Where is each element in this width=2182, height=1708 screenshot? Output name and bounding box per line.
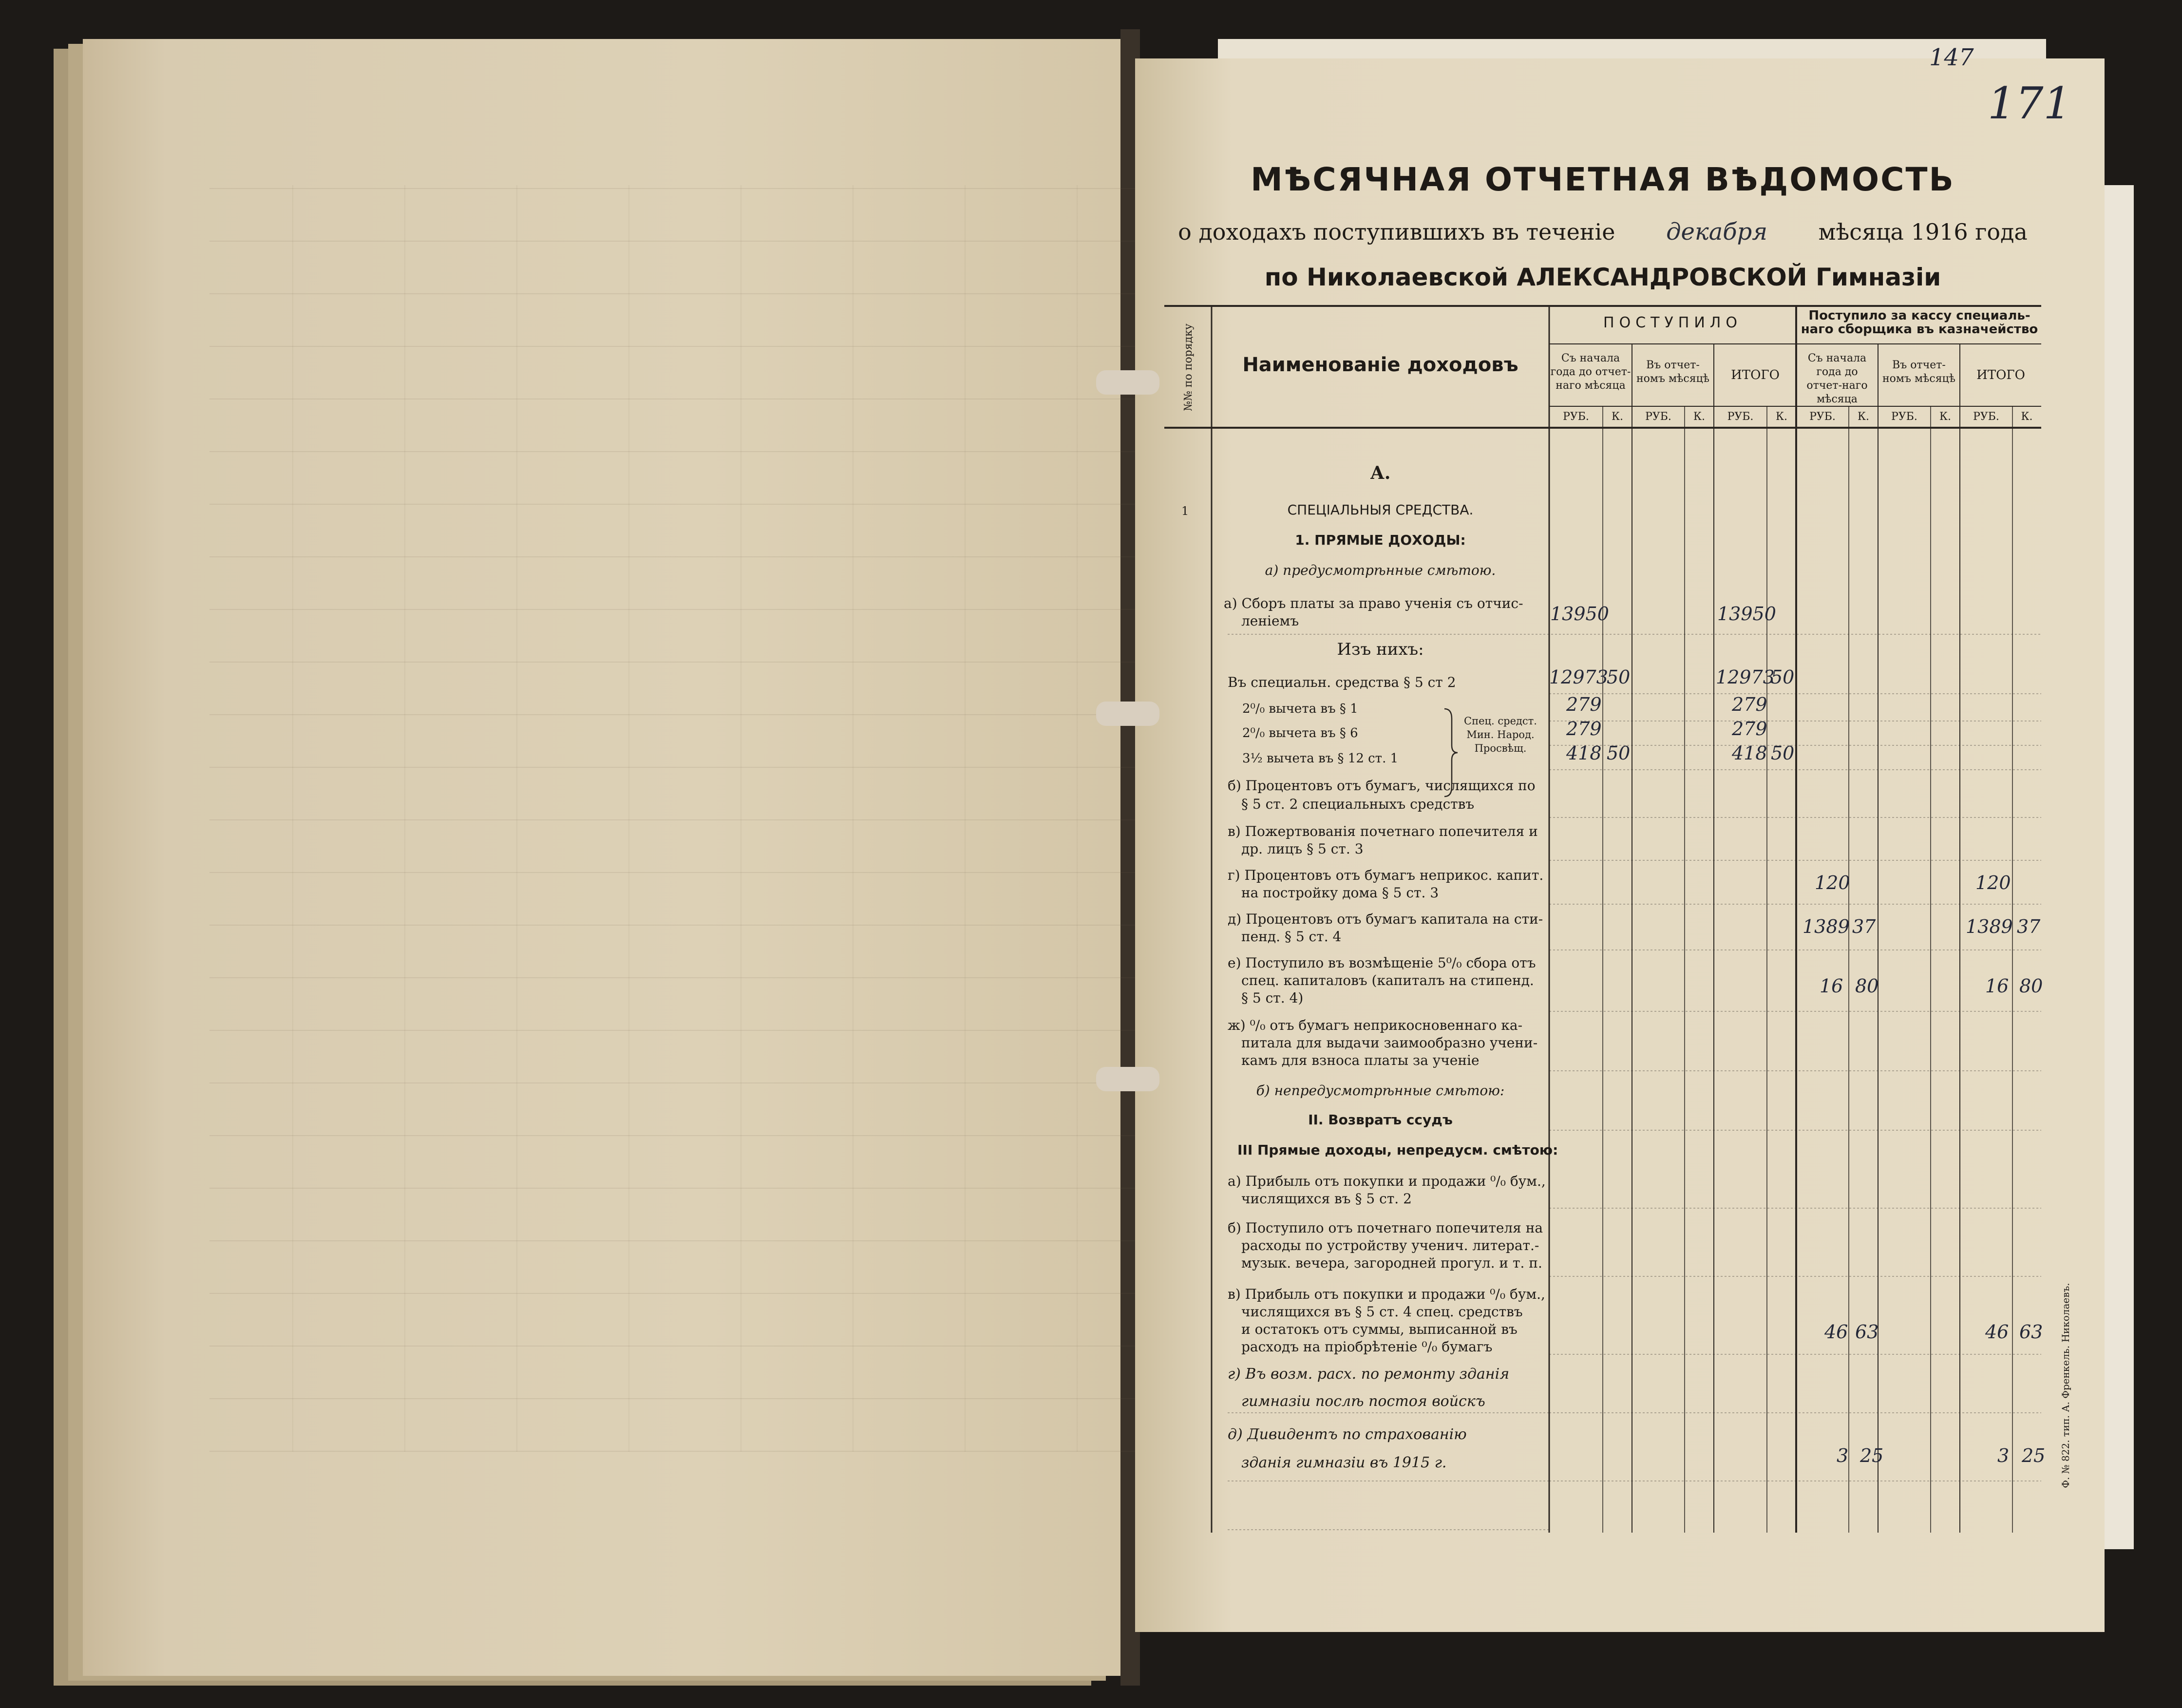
folio-number: 171 [1988, 78, 2071, 129]
row-d-treasury-total-rub: 1389 [1966, 916, 2013, 937]
column-name-header: Наименованіе доходовъ [1242, 354, 1518, 376]
rub-label: РУБ. [1727, 411, 1754, 423]
rub-label: РУБ. [1891, 411, 1917, 423]
row-zh-label: ж) ⁰/₀ отъ бумагъ неприкосновеннаго ка- [1228, 1017, 1523, 1033]
rub-label: РУБ. [1645, 411, 1671, 423]
fee-label: леніемъ [1241, 613, 1299, 629]
row-v3-label: в) Прибыль отъ покупки и продажи ⁰/₀ бум., [1228, 1286, 1545, 1302]
fee-total-rub: 13950 [1717, 603, 1776, 625]
row-d3-handwritten: зданія гимназіи въ 1915 г. [1241, 1454, 1447, 1471]
special-from-start-kop: 50 [1607, 666, 1631, 688]
row-d3-treasury-from-start-rub: 3 [1837, 1445, 1849, 1466]
kop-label: К. [1857, 411, 1870, 423]
kop-label: К. [1775, 411, 1788, 423]
row-v-label: др. лицъ § 5 ст. 3 [1241, 841, 1364, 857]
row-b3-label: б) Поступило отъ почетнаго попечителя на [1228, 1220, 1543, 1236]
column-from-start-header: Съ начала года до отчет-наго мѣсяца [1550, 352, 1631, 392]
fee-from-start-rub: 13950 [1550, 603, 1609, 625]
direct-income-heading: 1. ПРЯМЫЕ ДОХОДЫ: [1295, 532, 1466, 548]
page-title: МѢСЯЧНАЯ ОТЧЕТНАЯ ВѢДОМОСТЬ [1251, 161, 1955, 198]
row-v3-label: числящихся въ § 5 ст. 4 спец. средствъ [1241, 1304, 1523, 1320]
deduction-12-from-start-rub: 418 [1566, 742, 1602, 764]
row-g-label: на постройку дома § 5 ст. 3 [1241, 885, 1439, 901]
subtitle-prefix: о доходахъ поступившихъ въ теченіе [1178, 219, 1615, 245]
row-g-treasury-from-start: 120 [1815, 872, 1850, 893]
row-e-label: § 5 ст. 4) [1241, 990, 1304, 1006]
kop-label: К. [2021, 411, 2033, 423]
of-them-heading: Изъ нихъ: [1337, 640, 1424, 659]
row-d-label: пенд. § 5 ст. 4 [1241, 929, 1342, 945]
fee-label: а) Сборъ платы за право ученія съ отчис- [1224, 595, 1523, 611]
rub-label: РУБ. [1809, 411, 1836, 423]
unbudgeted-heading: б) непредусмотрѣнные смѣтою: [1256, 1082, 1505, 1099]
rub-label: РУБ. [1563, 411, 1589, 423]
row-v3-label: расходъ на пріобрѣтеніе ⁰/₀ бумагъ [1241, 1339, 1493, 1355]
deduction-1-total: 279 [1732, 694, 1767, 715]
deduction-12-from-start-kop: 50 [1607, 742, 1631, 764]
row-e-treasury-total-rub: 16 [1985, 975, 2009, 997]
direct-unbudgeted-heading: III Прямые доходы, непредусм. смѣтою: [1237, 1142, 1558, 1158]
special-total-kop: 50 [1771, 666, 1795, 688]
row-a3-label: числящихся въ § 5 ст. 2 [1241, 1191, 1412, 1207]
column-total-header: ИТОГО [1731, 368, 1780, 382]
kop-label: К. [1693, 411, 1706, 423]
row-b3-label: музык. вечера, загородней прогул. и т. п. [1241, 1255, 1542, 1271]
row-g3-handwritten: гимназіи послѣ постоя войскъ [1241, 1393, 1485, 1410]
row-d-label: д) Процентовъ отъ бумагъ капитала на сти- [1228, 911, 1543, 927]
school-name: по Николаевской АЛЕКСАНДРОВСКОЙ Гимназіи [1264, 263, 1941, 291]
loans-heading: II. Возвратъ ссудъ [1308, 1112, 1453, 1128]
column-number-header: №№ по порядку [1182, 323, 1195, 411]
row-e-treasury-total-kop: 80 [2019, 975, 2043, 997]
row-d3-handwritten: д) Дивидентъ по страхованію [1228, 1426, 1467, 1443]
column-received-header: ПОСТУПИЛО [1603, 314, 1742, 331]
row-b3-label: расходы по устройству ученич. литерат.- [1241, 1237, 1539, 1253]
row-v3-treasury-from-start-kop: 63 [1855, 1321, 1879, 1343]
row-zh-label: питала для выдачи заимообразно учени- [1241, 1035, 1538, 1051]
brace-note: Спец. средст. Мин. Народ. Просвѣщ. [1464, 715, 1537, 754]
deduction-6-from-start: 279 [1566, 718, 1602, 740]
row-b-label: § 5 ст. 2 специальныхъ средствъ [1241, 796, 1475, 812]
month-handwritten: декабря [1666, 218, 1768, 246]
row-d-treasury-from-start-kop: 37 [1852, 916, 1876, 937]
row-number: 1 [1181, 504, 1189, 518]
row-v3-treasury-total-kop: 63 [2019, 1321, 2043, 1343]
row-v3-treasury-total-rub: 46 [1985, 1321, 2009, 1343]
row-d3-treasury-total-rub: 3 [1997, 1445, 2010, 1466]
row-e-treasury-from-start-rub: 16 [1820, 975, 1843, 997]
archive-number-top: 147 [1929, 44, 1974, 71]
row-e-label: спец. капиталовъ (капиталъ на стипенд. [1241, 972, 1534, 988]
column-in-month-header: Въ отчет-номъ мѣсяцѣ [1636, 359, 1709, 385]
deduction-6-total: 279 [1732, 718, 1767, 740]
deduction-12-label: 3½ вычета въ § 12 ст. 1 [1242, 751, 1399, 766]
special-from-start-rub: 12973 [1549, 666, 1608, 688]
column-total-header: ИТОГО [1976, 368, 2025, 382]
special-5-2-label: Въ специальн. средства § 5 ст 2 [1228, 674, 1456, 690]
row-b-label: б) Процентовъ отъ бумагъ, числящихся по [1228, 778, 1536, 794]
deduction-12-total-kop: 50 [1771, 742, 1795, 764]
row-d-treasury-total-kop: 37 [2017, 916, 2041, 937]
row-zh-label: камъ для взноса платы за ученіе [1241, 1052, 1480, 1068]
row-a3-label: а) Прибыль отъ покупки и продажи ⁰/₀ бум., [1228, 1173, 1546, 1189]
special-total-rub: 12973 [1716, 666, 1775, 688]
column-treasury-header: Поступило за кассу специаль-наго сборщика въ казначейство [1801, 308, 2038, 337]
row-d3-treasury-from-start-kop: 25 [1860, 1445, 1884, 1466]
row-v3-treasury-from-start-rub: 46 [1824, 1321, 1848, 1343]
deduction-6-label: 2⁰/₀ вычета въ § 6 [1242, 726, 1358, 740]
deduction-12-total-rub: 418 [1732, 742, 1767, 764]
deduction-1-label: 2⁰/₀ вычета въ § 1 [1242, 702, 1358, 716]
rub-label: РУБ. [1973, 411, 1999, 423]
row-v-label: в) Пожертвованія почетнаго попечителя и [1228, 823, 1538, 839]
row-d-treasury-from-start-rub: 1389 [1803, 916, 1850, 937]
row-v3-label: и остатокъ отъ суммы, выписанной въ [1241, 1321, 1518, 1337]
special-funds-heading: СПЕЦІАЛЬНЫЯ СРЕДСТВА. [1287, 502, 1474, 518]
row-e-label: е) Поступило въ возмѣщеніе 5⁰/₀ сбора отъ [1228, 955, 1536, 971]
section-letter: А. [1370, 463, 1391, 483]
subtitle-suffix: мѣсяца 1916 года [1818, 219, 2028, 245]
kop-label: К. [1611, 411, 1624, 423]
row-e-treasury-from-start-kop: 80 [1855, 975, 1879, 997]
row-g-treasury-total: 120 [1975, 872, 2011, 893]
row-d3-treasury-total-kop: 25 [2022, 1445, 2046, 1466]
printer-note: Ф. № 822. тип. А. Френкель. Николаевъ. [2060, 1283, 2071, 1488]
deduction-1-from-start: 279 [1566, 694, 1602, 715]
budgeted-heading: а) предусмотрѣнные смѣтою. [1265, 562, 1496, 578]
row-g3-handwritten: г) Въ возм. расх. по ремонту зданія [1228, 1366, 1510, 1383]
kop-label: К. [1939, 411, 1952, 423]
column-from-start-header: Съ начала года до отчет-наго мѣсяца [1806, 352, 1868, 405]
column-in-month-header: Въ отчет-номъ мѣсяцѣ [1882, 359, 1955, 385]
row-g-label: г) Процентовъ отъ бумагъ неприкос. капит. [1228, 867, 1544, 883]
